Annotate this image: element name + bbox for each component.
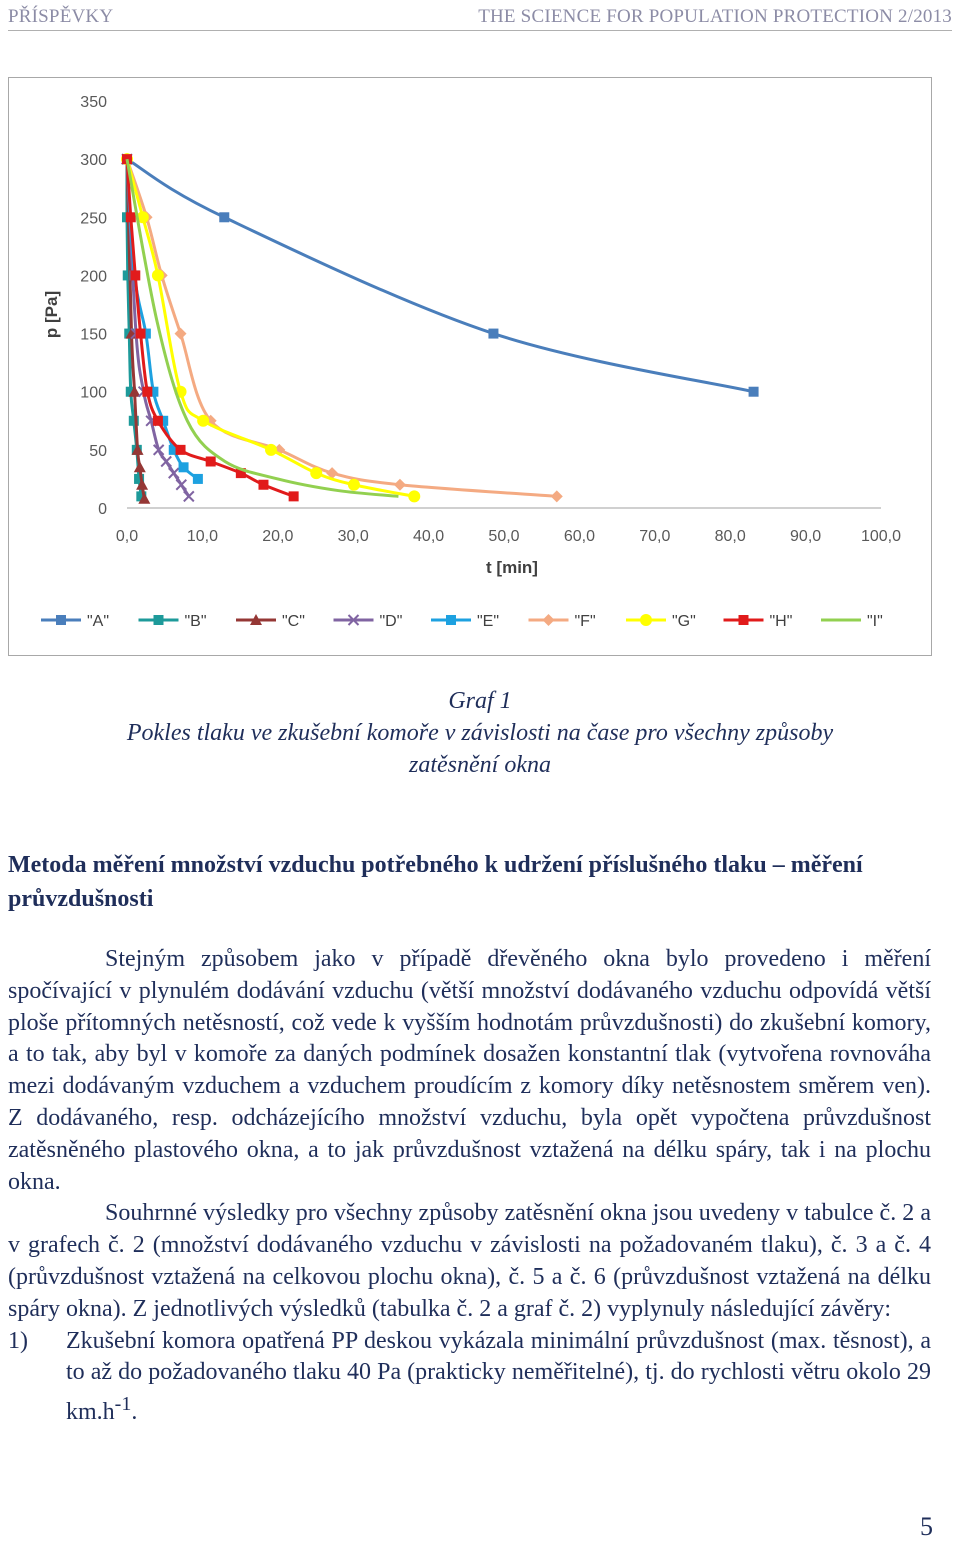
- x-tick-label: 70,0: [639, 528, 671, 545]
- page-number: 5: [920, 1512, 933, 1541]
- series-a-point: [488, 329, 498, 339]
- x-tick-label: 90,0: [790, 528, 822, 545]
- series-g-point: [197, 415, 209, 427]
- y-tick-label: 50: [89, 442, 107, 460]
- section-title: Metoda měření množství vzduchu potřebného k udržení příslušného tlaku – měření průvzdušnosti: [8, 852, 863, 912]
- series-h-point: [142, 387, 152, 397]
- x-tick-label: 60,0: [563, 528, 595, 545]
- series-h-point: [136, 329, 146, 339]
- legend-i-label: "I": [867, 613, 883, 630]
- list-item-superscript: -1: [114, 1393, 132, 1416]
- x-tick-label: 100,0: [860, 528, 902, 545]
- series-d-point: [176, 480, 186, 490]
- list-item: [8, 1326, 931, 1429]
- legend-c-label: "C": [282, 613, 305, 630]
- legend-b-label: "B": [184, 613, 207, 630]
- legend-f-label: "F": [574, 613, 596, 630]
- list-item-end: .: [131, 1399, 138, 1426]
- series-g-point: [310, 467, 322, 479]
- x-tick-label: 10,0: [186, 528, 218, 545]
- y-tick-label: 0: [98, 501, 107, 518]
- page-header: [8, 4, 952, 31]
- series-g-point: [152, 269, 164, 281]
- series-h-point: [206, 456, 216, 466]
- series-e-point: [193, 474, 203, 484]
- series-g-point: [265, 444, 277, 456]
- y-tick-label: 200: [80, 268, 107, 286]
- x-tick-label: 40,0: [413, 528, 445, 545]
- legend-h-label: "H": [769, 613, 793, 630]
- header-section-label: PŘÍSPĚVKY: [8, 6, 114, 27]
- y-tick-label: 100: [80, 384, 107, 402]
- series-h-point: [176, 445, 186, 455]
- series-g-point: [348, 479, 360, 491]
- series-f-line: [127, 159, 557, 496]
- series-a-point: [219, 212, 229, 222]
- series-d-point: [184, 491, 194, 501]
- legend-e-label: "E": [477, 613, 500, 630]
- paragraph-2: Souhrnné výsledky pro všechny způsoby zatěsnění okna jsou uvedeny v tabulce č. 2 a v grafech č. 2 (množství dodávaného vzduchu v závislosti na požadovaném tlaku), č. 3 a č. 4 (průvzdušnost vztažená na celkovou plochu okna), č. 5 a č. 6 (průvzdušnost vztažená na délku spáry okna). Z jednotlivých výsledků (tabulka č. 2 a graf č. 2) vyplynuly následující závěry:: [8, 1200, 931, 1322]
- legend-d-label: "D": [379, 613, 403, 630]
- body-text: [8, 944, 931, 1429]
- series-h-point: [126, 212, 136, 222]
- y-tick-label: 150: [80, 326, 107, 344]
- legend-f-marker: [543, 614, 555, 626]
- series-d-point: [161, 456, 171, 466]
- legend-g-marker: [640, 614, 652, 626]
- list-item-text: [66, 1326, 931, 1429]
- x-axis-title: t [min]: [486, 558, 538, 577]
- series-h-point: [258, 480, 268, 490]
- series-a-point: [749, 387, 759, 397]
- legend-e-marker: [446, 615, 456, 625]
- series-d-point: [169, 468, 179, 478]
- y-tick-label: 250: [80, 210, 107, 228]
- figure-caption-line-1: Pokles tlaku ve zkušební komoře v závislosti na čase pro všechny způsoby: [126, 720, 834, 746]
- paragraph-1: Stejným způsobem jako v případě dřevěného okna bylo provedeno i měření spočívající v plynulém dodávání vzduchu (větší množství dodávaného vzduchu odpovídá větší ploše přítomných netěsností, což vede k vyšším hodnotám průvzdušnosti) do zkušební komory, a to tak, aby byl v komoře za daných podmínek dosažen konstantní tlak (vytvořena rovnováha mezi dodávaným vzduchem a vzduchem proudícím z komory díky netěsnostem směrem ven). Z dodávaného, resp. odcházejícího množství vzduchu, byla opět vypočtena průvzdušnost zatěsněného plastového okna, a to jak průvzdušnost vztažená na délku spáry, tak i na plochu okna.: [8, 946, 931, 1195]
- series-a-line: [127, 159, 754, 392]
- series-f-point: [175, 328, 187, 340]
- series-g-point: [408, 490, 420, 502]
- x-tick-label: 50,0: [488, 528, 520, 545]
- figure-caption-label: Graf 1: [448, 688, 512, 714]
- legend-h-marker: [739, 615, 749, 625]
- header-journal-title: THE SCIENCE FOR POPULATION PROTECTION 2/2013: [478, 6, 952, 27]
- x-tick-label: 30,0: [337, 528, 369, 545]
- list-item-body: Zkušební komora opatřená PP deskou vykázala minimální průvzdušnost (max. těsnost), a to až do požadovaného tlaku 40 Pa (prakticky neměřitelné), tj. do rychlosti větru okolo 29 km.h: [66, 1327, 931, 1426]
- series-h-point: [130, 270, 140, 280]
- y-tick-label: 350: [80, 94, 107, 111]
- chart-svg: [9, 78, 931, 655]
- series-h-point: [289, 491, 299, 501]
- x-tick-label: 0,0: [115, 528, 139, 545]
- series-f-point: [394, 479, 406, 491]
- series-f-point: [551, 490, 563, 502]
- legend-g-label: "G": [672, 613, 696, 630]
- legend-b-marker: [154, 615, 164, 625]
- series-h-point: [153, 416, 163, 426]
- y-axis-title: p [Pa]: [42, 290, 61, 339]
- x-tick-label: 20,0: [262, 528, 294, 545]
- y-tick-label: 300: [80, 152, 107, 170]
- list-item-number: 1): [8, 1327, 28, 1354]
- figure-caption-line-2: zatěsnění okna: [409, 752, 551, 778]
- pressure-decay-chart: [8, 77, 932, 656]
- legend-a-marker: [56, 615, 66, 625]
- series-c-point: [134, 461, 146, 472]
- legend-a-label: "A": [87, 613, 110, 630]
- x-tick-label: 80,0: [714, 528, 746, 545]
- series-e-point: [179, 462, 189, 472]
